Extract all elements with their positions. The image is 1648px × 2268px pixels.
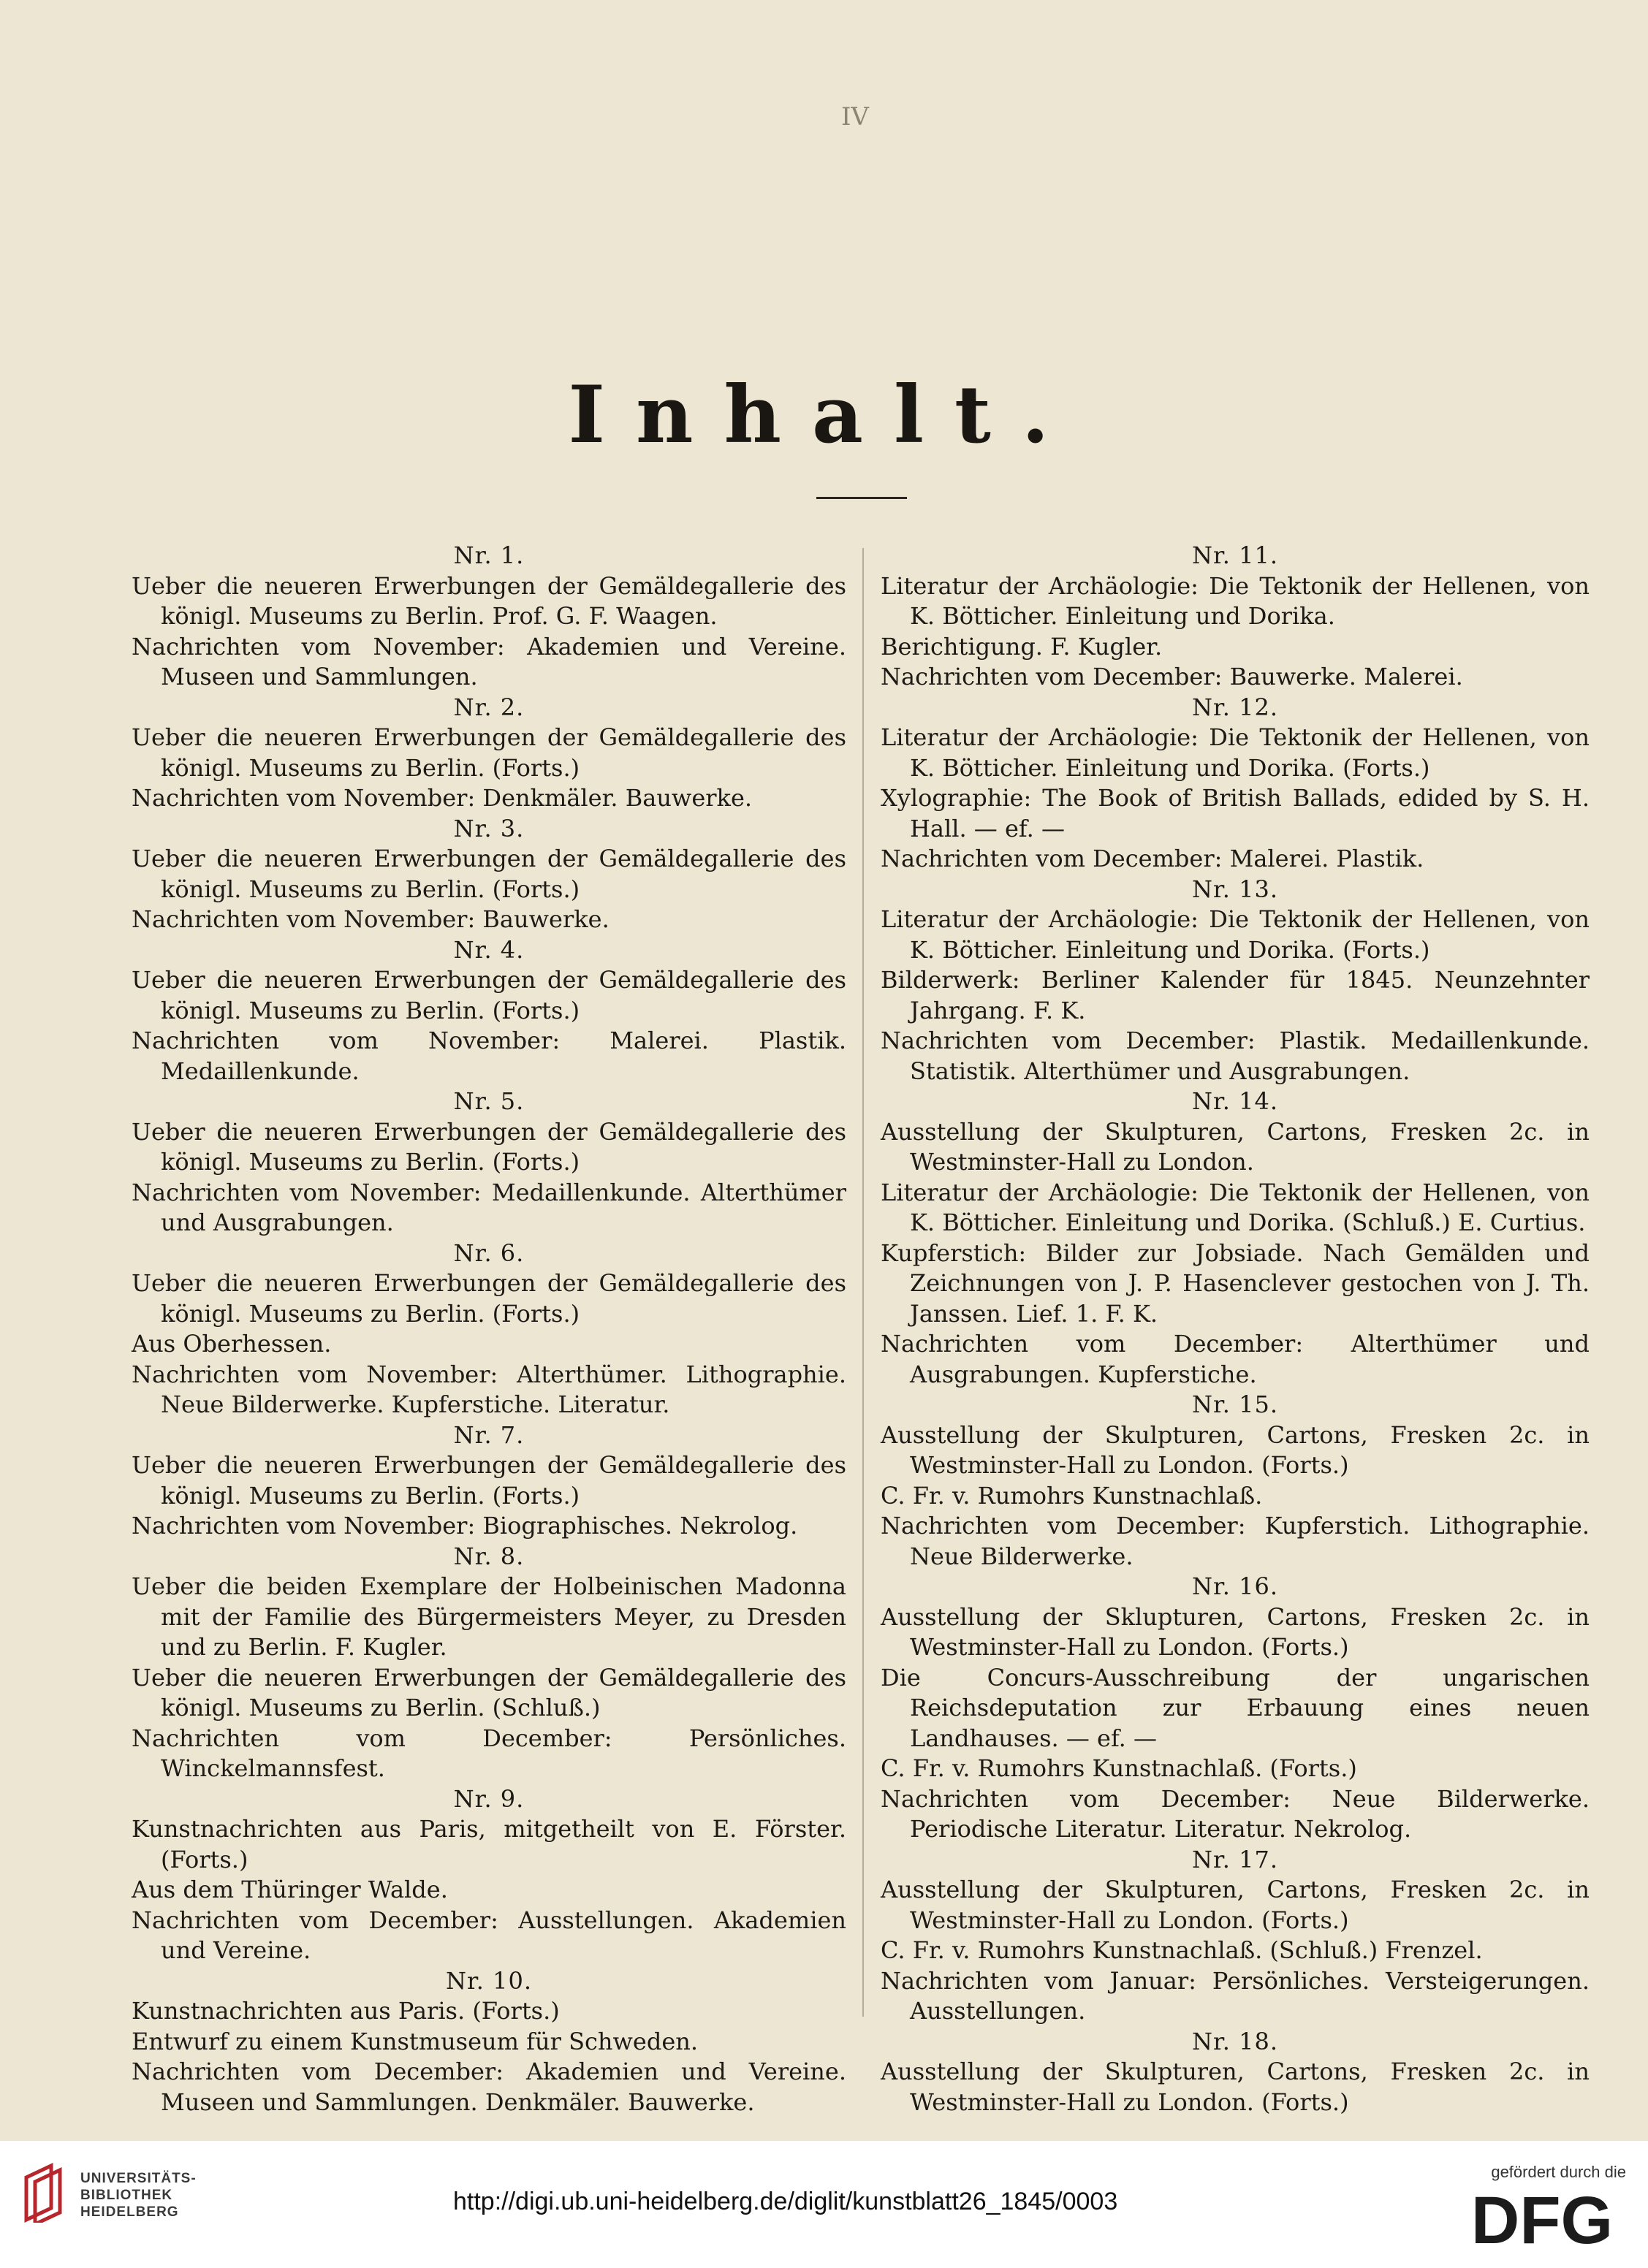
left-column [132, 541, 846, 2117]
toc-entry: Nachrichten vom November: Bauwerke. [132, 905, 610, 933]
column-divider [862, 548, 864, 2017]
toc-entry: Nachrichten vom December: Alterthümer und Ausgrabungen. Kupferstiche. [881, 1330, 1590, 1388]
toc-entry: Ausstellung der Skulpturen, Cartons, Fresken 2c. in Westminster-Hall zu London. (Forts.) [881, 2058, 1590, 2116]
library-name [80, 2170, 197, 2221]
toc-entry: Nachrichten vom November: Denkmäler. Bauwerke. [132, 784, 753, 812]
toc-entry: Aus dem Thüringer Walde. [132, 1876, 448, 1903]
issue-heading: Nr. 8. [453, 1542, 525, 1570]
issue-heading: Nr. 13. [1191, 875, 1278, 903]
issue-heading: Nr. 5. [453, 1087, 525, 1115]
toc-entry: Literatur der Archäologie: Die Tektonik der Hellenen, von K. Bötticher. Einleitung und Dorika. (Forts.) [881, 723, 1590, 782]
toc-entry: Nachrichten vom December: Plastik. Medaillenkunde. Statistik. Alterthümer und Ausgrabungen. [881, 1027, 1590, 1085]
toc-entry: Nachrichten vom December: Bauwerke. Malerei. [881, 663, 1463, 690]
toc-entry: Ueber die neueren Erwerbungen der Gemäldegallerie des königl. Museums zu Berlin. (Forts.) [132, 1269, 846, 1328]
toc-entry: Ueber die neueren Erwerbungen der Gemäldegallerie des königl. Museums zu Berlin. (Forts.) [132, 1451, 846, 1510]
dfg-logo-icon [1465, 2183, 1619, 2253]
toc-entry: Ueber die neueren Erwerbungen der Gemäldegallerie des königl. Museums zu Berlin. (Schluß.) [132, 1663, 846, 1721]
toc-entry: Literatur der Archäologie: Die Tektonik der Hellenen, von K. Bötticher. Einleitung und Dorika. (Schluß.) E. Curtius. [881, 1178, 1590, 1236]
toc-entry: Kunstnachrichten aus Paris. (Forts.) [132, 1997, 560, 2025]
issue-heading: Nr. 2. [453, 693, 525, 721]
toc-entry: Kupferstich: Bilder zur Jobsiade. Nach Gemälden und Zeichnungen von J. P. Hasenclever gestochen von J. Th. Janssen. Lief. 1. F. K. [881, 1238, 1590, 1328]
toc-entry: Nachrichten vom Januar: Persönliches. Versteigerungen. Ausstellungen. [881, 1966, 1590, 2025]
library-name-line3: HEIDELBERG [80, 2204, 179, 2220]
issue-heading: Nr. 14. [1191, 1087, 1278, 1115]
toc-entry: Ueber die neueren Erwerbungen der Gemäldegallerie des königl. Museums zu Berlin. (Forts.) [132, 723, 846, 782]
issue-heading: Nr. 11. [1191, 541, 1278, 569]
issue-heading: Nr. 12. [1191, 693, 1278, 721]
library-name-line2: BIBLIOTHEK [80, 2188, 173, 2203]
toc-entry: Nachrichten vom November: Biographisches. Nekrolog. [132, 1512, 798, 1540]
title-rule [816, 497, 907, 499]
issue-heading: Nr. 3. [453, 814, 525, 842]
issue-heading: Nr. 4. [453, 935, 525, 964]
issue-heading: Nr. 15. [1191, 1390, 1278, 1418]
dfg-logo-text: DFG [1470, 2183, 1614, 2253]
page-number: IV [841, 102, 869, 132]
library-logo-icon [22, 2163, 66, 2223]
page-title: Inhalt. [568, 369, 1080, 461]
toc-entry: Ueber die neueren Erwerbungen der Gemäldegallerie des königl. Museums zu Berlin. (Forts.) [132, 1117, 846, 1176]
toc-entry: Nachrichten vom November: Malerei. Plastik. Medaillenkunde. [132, 1027, 846, 1085]
toc-entry: Nachrichten vom November: Medaillenkunde. Alterthümer und Ausgrabungen. [132, 1178, 846, 1236]
library-name-line1: UNIVERSITÄTS- [80, 2171, 197, 2186]
toc-entry: Kunstnachrichten aus Paris, mitgetheilt von E. Förster. (Forts.) [132, 1815, 846, 1873]
toc-entry: Nachrichten vom December: Ausstellungen. Akademien und Vereine. [132, 1906, 846, 1964]
toc-entry: Bilderwerk: Berliner Kalender für 1845. Neunzehnter Jahrgang. F. K. [881, 966, 1590, 1024]
funded-by-text: gefördert durch die [1491, 2163, 1626, 2181]
issue-heading: Nr. 10. [445, 1966, 532, 1995]
toc-entry: Entwurf zu einem Kunstmuseum für Schweden. [132, 2027, 699, 2055]
right-column [881, 541, 1590, 2117]
toc-entry: C. Fr. v. Rumohrs Kunstnachlaß. [881, 1481, 1263, 1510]
issue-heading: Nr. 16. [1191, 1572, 1278, 1600]
toc-entry: Nachrichten vom November: Akademien und Vereine. Museen und Sammlungen. [132, 632, 846, 690]
source-url[interactable]: http://digi.ub.uni-heidelberg.de/diglit/kunstblatt26_1845/0003 [453, 2188, 1118, 2215]
toc-entry: Nachrichten vom December: Malerei. Plastik. [881, 845, 1424, 872]
toc-entry: C. Fr. v. Rumohrs Kunstnachlaß. (Forts.) [881, 1754, 1357, 1782]
toc-entry: Nachrichten vom November: Alterthümer. Lithographie. Neue Bilderwerke. Kupferstiche. Literatur. [132, 1360, 846, 1418]
issue-heading: Nr. 6. [453, 1238, 525, 1267]
toc-entry: C. Fr. v. Rumohrs Kunstnachlaß. (Schluß.) Frenzel. [881, 1936, 1483, 1964]
toc-entry: Ueber die neueren Erwerbungen der Gemäldegallerie des königl. Museums zu Berlin. (Forts.) [132, 845, 846, 903]
issue-heading: Nr. 18. [1191, 2027, 1278, 2055]
issue-heading: Nr. 17. [1191, 1845, 1278, 1873]
toc-entry: Nachrichten vom December: Neue Bilderwerke. Periodische Literatur. Literatur. Nekrolog. [881, 1784, 1590, 1843]
toc-entry: Ueber die neueren Erwerbungen der Gemäldegallerie des königl. Museums zu Berlin. (Forts.) [132, 966, 846, 1024]
toc-entry: Xylographie: The Book of British Ballads, edided by S. H. Hall. — ef. — [881, 784, 1590, 842]
toc-entry: Ausstellung der Skulpturen, Cartons, Fresken 2c. in Westminster-Hall zu London. [881, 1117, 1590, 1176]
issue-heading: Nr. 1. [453, 541, 525, 569]
issue-heading: Nr. 9. [453, 1784, 525, 1813]
toc-entry: Nachrichten vom December: Kupferstich. Lithographie. Neue Bilderwerke. [881, 1512, 1590, 1570]
toc-entry: Ausstellung der Sklupturen, Cartons, Fresken 2c. in Westminster-Hall zu London. (Forts.) [881, 1602, 1590, 1661]
toc-entry: Aus Oberhessen. [132, 1330, 332, 1358]
toc-entry: Literatur der Archäologie: Die Tektonik der Hellenen, von K. Bötticher. Einleitung und Dorika. [881, 571, 1590, 630]
toc-entry: Ueber die neueren Erwerbungen der Gemäldegallerie des königl. Museums zu Berlin. Prof. G. F. Waagen. [132, 571, 846, 630]
toc-entry: Ueber die beiden Exemplare der Holbeinischen Madonna mit der Familie des Bürgermeisters Meyer, zu Dresden und zu Berlin. F. Kugler. [132, 1572, 846, 1661]
toc-entry: Berichtigung. F. Kugler. [881, 632, 1163, 661]
footer-bar [0, 2141, 1648, 2268]
toc-entry: Nachrichten vom December: Persönliches. Winckelmannsfest. [132, 1724, 846, 1782]
toc-entry: Nachrichten vom December: Akademien und Vereine. Museen und Sammlungen. Denkmäler. Bauwerke. [132, 2058, 846, 2116]
toc-entry: Ausstellung der Skulpturen, Cartons, Fresken 2c. in Westminster-Hall zu London. (Forts.) [881, 1876, 1590, 1934]
toc-entry: Ausstellung der Skulpturen, Cartons, Fresken 2c. in Westminster-Hall zu London. (Forts.) [881, 1420, 1590, 1479]
issue-heading: Nr. 7. [453, 1420, 525, 1449]
toc-entry: Die Concurs-Ausschreibung der ungarischen Reichsdeputation zur Erbauung eines neuen Landhauses. — ef. — [881, 1663, 1590, 1752]
toc-entry: Literatur der Archäologie: Die Tektonik der Hellenen, von K. Bötticher. Einleitung und Dorika. (Forts.) [881, 905, 1590, 964]
